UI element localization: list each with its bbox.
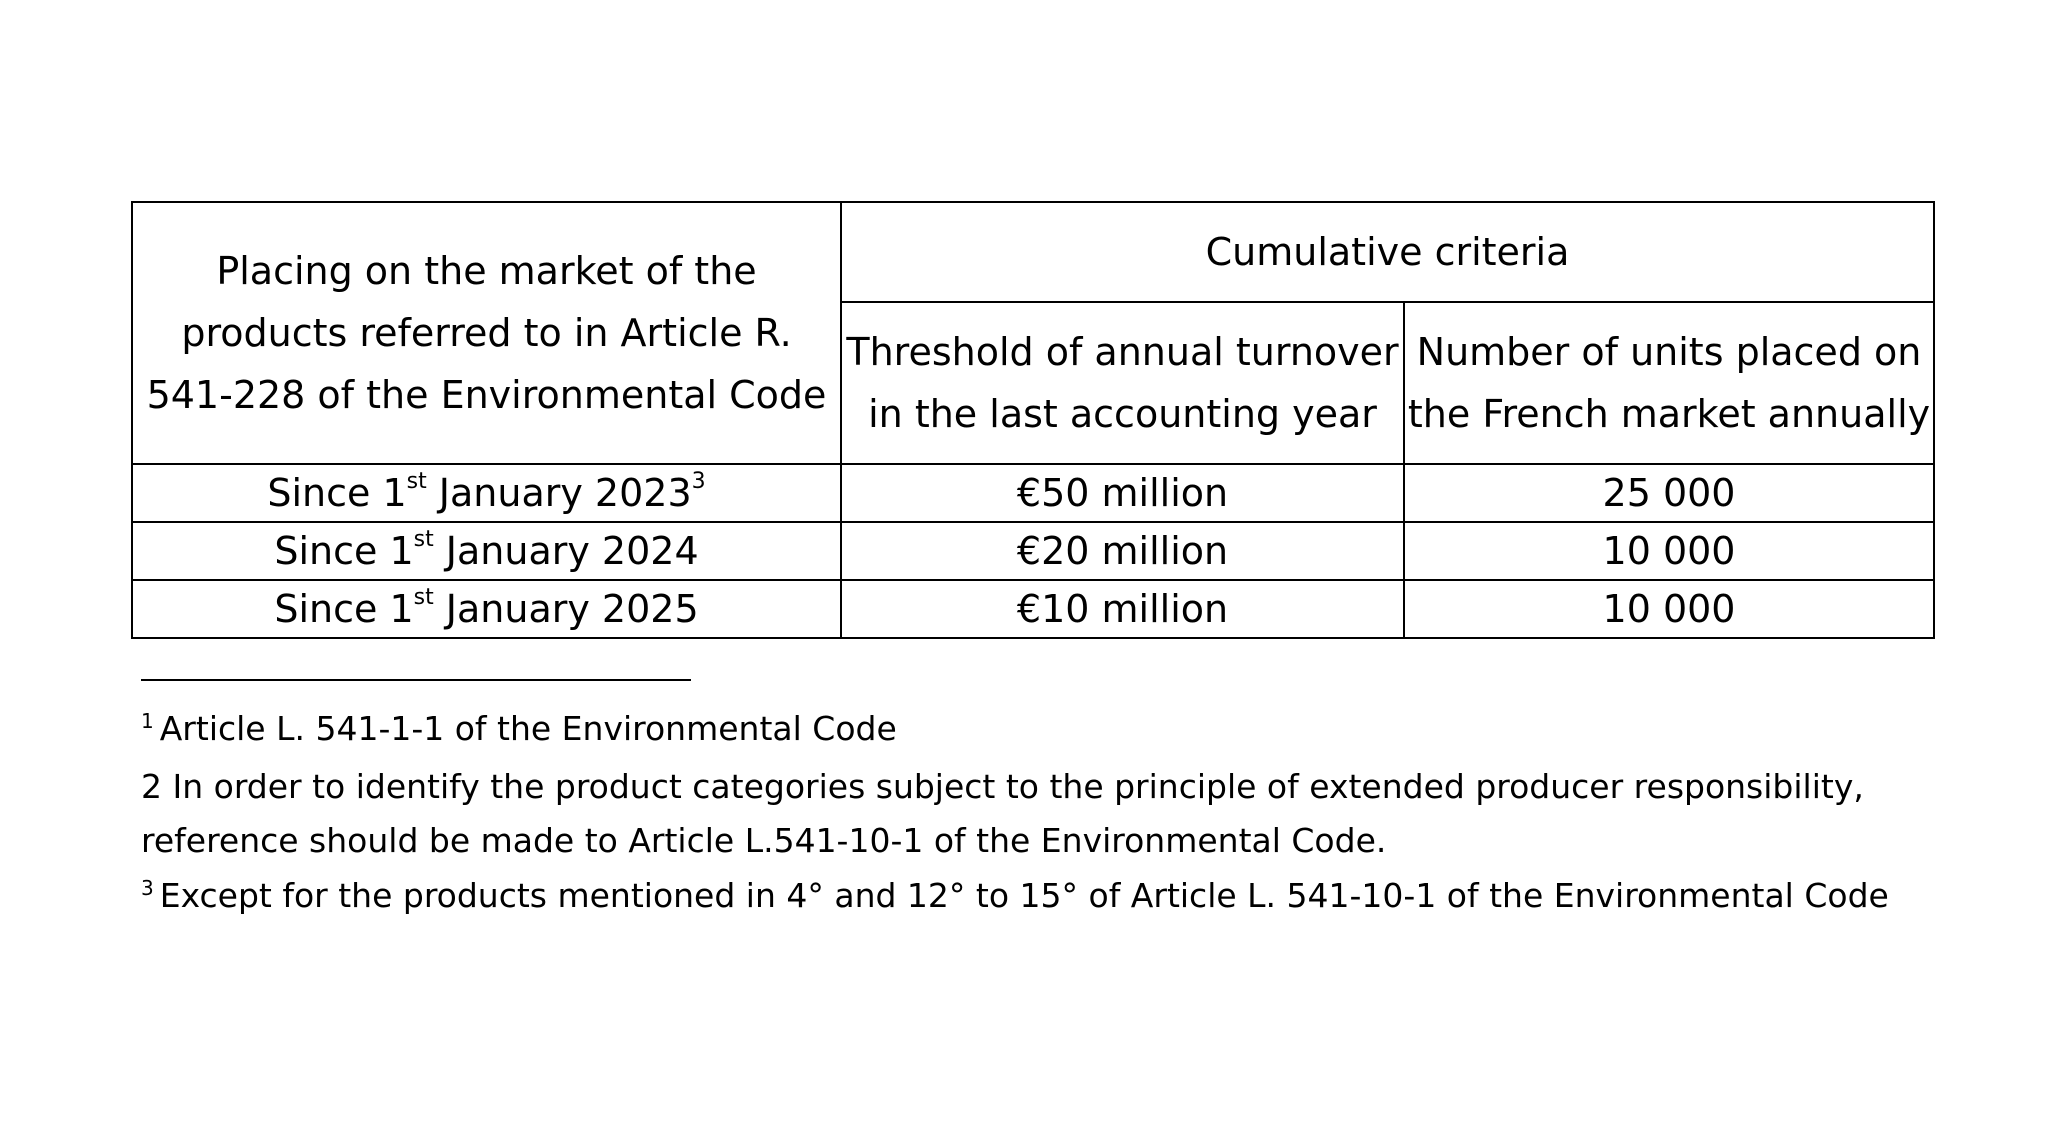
footnote-separator bbox=[141, 679, 691, 681]
row-units-cell: 10 000 bbox=[1404, 522, 1934, 580]
footnote-3-text: Except for the products mentioned in 4° and 12° to 15° of Article L. 541-10-1 of the Environmental Code bbox=[159, 876, 1889, 915]
footnote-2: 2 In order to identify the product categories subject to the principle of extended producer responsibility, reference should be made to Article L.541-10-1 of the Environmental Code. bbox=[141, 767, 1864, 860]
criteria-table bbox=[131, 201, 1935, 639]
date-text: Since 1 bbox=[274, 529, 414, 573]
table-row bbox=[132, 464, 1934, 522]
row-units-cell: 25 000 bbox=[1404, 464, 1934, 522]
header-placing-on-market: Placing on the market of the products referred to in Article R. 541-228 of the Environmental Code bbox=[132, 202, 841, 464]
header-units-placed: Number of units placed on the French market annually bbox=[1404, 302, 1934, 464]
ordinal-suffix: st bbox=[406, 469, 427, 495]
date-text-rest: January 2025 bbox=[433, 587, 699, 631]
date-text-rest: January 2024 bbox=[433, 529, 699, 573]
row-date-cell bbox=[132, 464, 841, 522]
footnote-reference: 3 bbox=[691, 469, 706, 495]
ordinal-suffix: st bbox=[413, 527, 434, 553]
date-text-rest: January 2023 bbox=[426, 471, 692, 515]
footnote-3 bbox=[141, 869, 1941, 923]
row-threshold-cell: €10 million bbox=[841, 580, 1404, 638]
table-header-row bbox=[132, 202, 1934, 302]
ordinal-suffix: st bbox=[413, 585, 434, 611]
header-cumulative-criteria: Cumulative criteria bbox=[841, 202, 1934, 302]
date-text: Since 1 bbox=[267, 471, 407, 515]
footnote-1-mark: 1 bbox=[141, 709, 154, 733]
footnote-1 bbox=[141, 702, 1941, 756]
date-text: Since 1 bbox=[274, 587, 414, 631]
table-row bbox=[132, 580, 1934, 638]
row-threshold-cell: €20 million bbox=[841, 522, 1404, 580]
row-threshold-cell: €50 million bbox=[841, 464, 1404, 522]
footnotes bbox=[141, 702, 1941, 923]
table-row bbox=[132, 522, 1934, 580]
row-units-cell: 10 000 bbox=[1404, 580, 1934, 638]
row-date-cell bbox=[132, 580, 841, 638]
footnote-3-mark: 3 bbox=[141, 876, 154, 900]
row-date-cell bbox=[132, 522, 841, 580]
header-turnover-threshold: Threshold of annual turnover in the last accounting year bbox=[841, 302, 1404, 464]
footnote-1-text: Article L. 541-1-1 of the Environmental Code bbox=[159, 709, 897, 748]
